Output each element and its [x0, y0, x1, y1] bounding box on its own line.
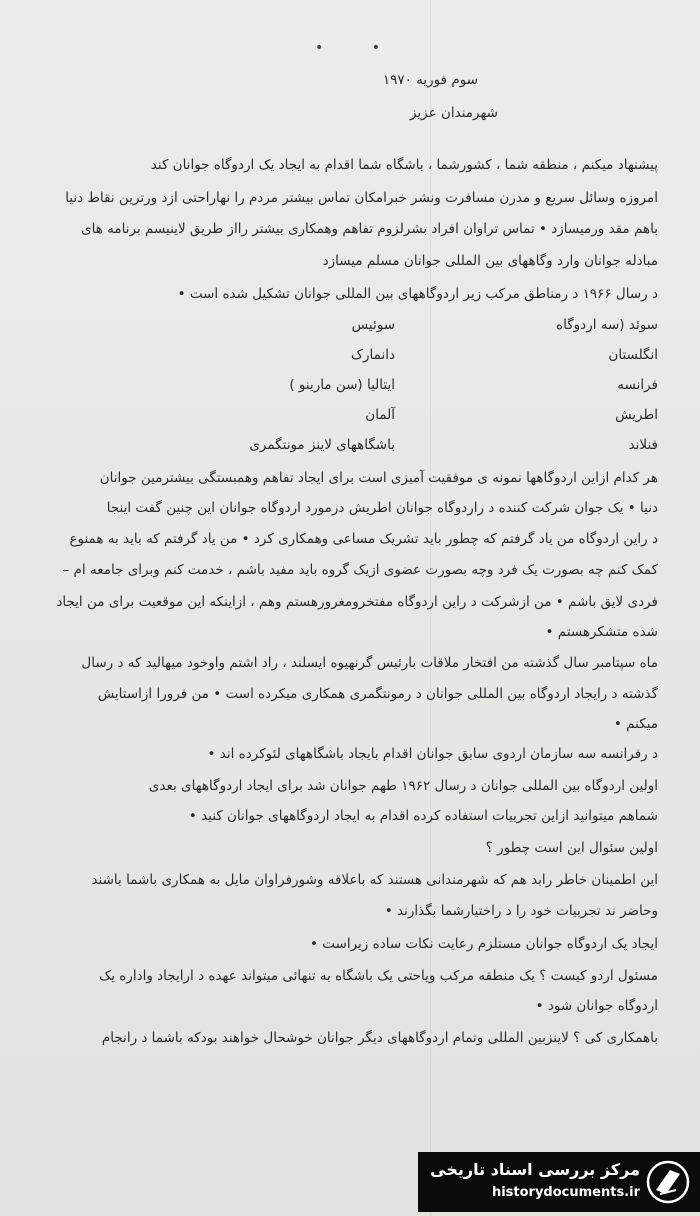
paragraph-line: مبادله جوانان وارد وگاههای بین المللی جوانان مسلم میسازد: [322, 253, 658, 269]
country-right: فنلاند: [628, 437, 658, 453]
paragraph-line: د راین اردوگاه من یاد گرفتم که چطور باید تشریک مساعی وهمکاری کرد • من یاد گرفتم که باید به همنوع: [69, 531, 658, 547]
country-left: سوئیس: [351, 317, 395, 333]
document-center-logo-icon: [646, 1160, 690, 1204]
country-right: اطریش: [615, 407, 658, 423]
paragraph-line: گذشته د رایجاد اردوگاه بین المللی جوانان د رمونتگمری همکاری میکرده است • من فرورا ازاستایش: [97, 686, 658, 702]
paragraph-line: باهمکاری کی ؟ لاینزبین المللی وتمام اردوگاههای دیگر جوانان خوشحال خواهند بودکه باشما د رانجام: [101, 1030, 658, 1046]
paragraph-line: اردوگاه جوانان شود •: [535, 998, 658, 1014]
paragraph-line: هر کدام ازاین اردوگاهها نمونه ی موفقیت آمیزی است برای ایجاد تفاهم وهمبستگی بیشترمین جوانان: [99, 470, 658, 486]
archive-watermark: [418, 1152, 700, 1212]
paragraph-line: اولین اردوگاه بین المللی جوانان د رسال ۱۹۶۲ طهم جوانان شد برای ایجاد اردوگاههای بعدی: [148, 778, 658, 794]
paragraph-line: شماهم میتوانید ازاین تجربیات استفاده کرده اقدام به ایجاد اردوگاههای جوانان کنید •: [188, 808, 658, 824]
paragraph-line: فردی لایق باشم • من ازشرکت د راین اردوگاه مفتخرومغرورهستم وهم ، ازاینکه این موقعیت برای من ایجاد: [56, 594, 658, 610]
top-mark: • •: [315, 40, 402, 56]
country-left: باشگاههای لاینز مونتگمری: [249, 437, 395, 453]
paragraph-line: پیشنهاد میکنم ، منطقه شما ، کشورشما ، باشگاه شما اقدام به ایجاد یک اردوگاه جوانان کند: [150, 157, 658, 173]
question-line: اولین سئوال این است چطور ؟: [485, 840, 658, 856]
country-right: سوئد (سه اردوگاه: [556, 317, 658, 333]
paragraph-line: امروزه وسائل سریع و مدرن مسافرت ونشر خبرامکان تماس بیشتر مردم را نهاراحتی ازد ورترین نقاط دنیا: [65, 190, 658, 206]
paragraph-line: باهم مقد ورمیسازد • تماس تراوان افراد بشرلزوم تفاهم وهمکاری بیشتر رااز طریق لاینیسم برنامه های: [81, 221, 658, 237]
paragraph-line: میکنم •: [613, 716, 658, 732]
paragraph-line: مسئول اردو کیست ؟ یک منطقه مرکب ویاحتی یک باشگاه به تنهائی میتواند عهده د ارایجاد واداره یک: [99, 968, 658, 984]
watermark-title: مرکز بررسی اسناد تاریخی: [430, 1160, 640, 1179]
paragraph-line: این اطمینان خاطر رابد هم که شهرمندانی هستند که باعلاقه وشورفراوان مایل به همکاری باشما باشند: [91, 872, 658, 888]
paragraph-line: کمک کنم چه بصورت یک فرد وچه بصورت عضوی ازیک گروه باید مفید باشم ، خدمت کنم وبرای جامعه ام –: [62, 562, 658, 578]
salutation: شهرمندان عزیز: [409, 105, 498, 121]
paragraph-line: شده متشکرهستم •: [545, 624, 658, 640]
paragraph-line: د رفرانسه سه سازمان اردوی سابق جوانان اقدام بایجاد باشگاههای لئوکرده اند •: [207, 746, 658, 762]
paragraph-line: ایجاد یک اردوگاه جوانان مستلزم رعایت نکات ساده زیراست •: [310, 936, 658, 952]
country-left: ایتالیا (سن مارینو ): [289, 377, 395, 393]
intro-1966: د رسال ۱۹۶۶ د رمناطق مرکب زیر اردوگاههای بین المللی جوانان تشکیل شده است •: [177, 286, 658, 302]
country-right: فرانسه: [617, 377, 658, 393]
country-left: آلمان: [365, 407, 395, 423]
letter-date: سوم فوریه ۱۹۷۰: [382, 72, 478, 88]
country-left: دانمارک: [350, 347, 395, 363]
paragraph-line: وحاضر ند تجربیات خود را د راختیارشما بگذارند •: [384, 903, 658, 919]
paragraph-line: دنیا • یک جوان شرکت کننده د راردوگاه جوانان اطریش درمورد اردوگاه جوانان این چنین گفت اینجا: [106, 500, 658, 516]
paragraph-line: ماه سپتامبر سال گذشته من افتخار ملاقات بارئیس گرنهیوه ایسلند ، راد اشتم واوخود میهالید که د رسال: [81, 655, 658, 671]
watermark-url: historydocuments.ir: [491, 1185, 640, 1200]
country-right: انگلستان: [608, 347, 658, 363]
